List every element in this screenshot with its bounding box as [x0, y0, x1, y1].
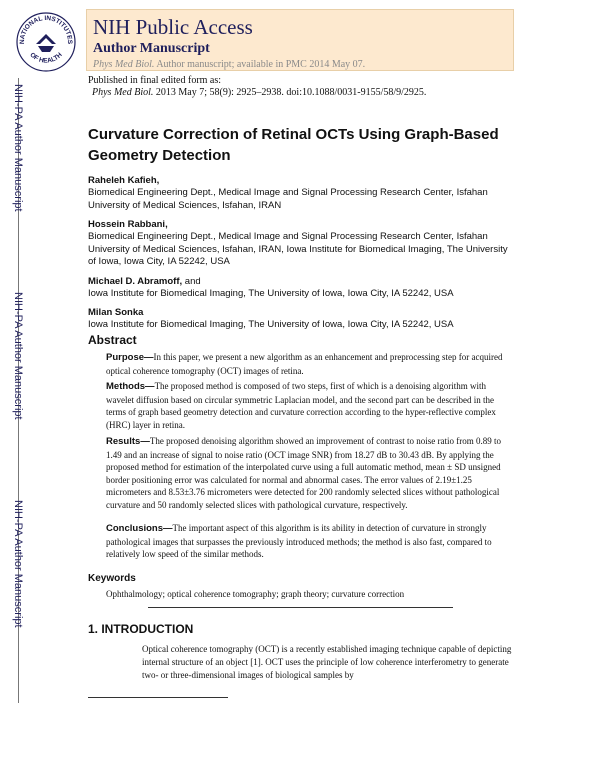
abstract-conclusions [106, 522, 506, 561]
purpose-label: Purpose— [106, 352, 154, 363]
banner-citation-rest: Author manuscript; available in PMC 2014 May 07. [154, 59, 366, 70]
footnote-rule [88, 697, 228, 698]
publication-citation [88, 87, 426, 99]
purpose-text: In this paper, we present a new algorithm as an enhancement and preprocessing step for acquired optical coherence tomography (OCT) images of retina. [106, 352, 503, 376]
author-name: Milan Sonka [88, 307, 144, 318]
banner-title: NIH Public Access [93, 15, 253, 39]
author-entry [88, 174, 518, 212]
keywords-text: Ophthalmology; optical coherence tomography; graph theory; curvature correction [106, 589, 405, 599]
author-name-suffix: and [182, 275, 201, 287]
section-heading: 1. INTRODUCTION [88, 622, 194, 636]
banner-citation-journal: Phys Med Biol. [93, 59, 155, 70]
banner-citation [93, 59, 365, 70]
conclusions-text: The important aspect of this algorithm is its ability in detection of curvature in strongly pathological images that surpasses the previously introduced methods; the method is also fast, compared to relatively low speed of the similar methods. [106, 523, 492, 560]
author-affiliation: Biomedical Engineering Dept., Medical Image and Signal Processing Research Center, Isfahan University of Medical Sciences, Isfahan, IRAN [88, 187, 488, 211]
author-affiliation: Biomedical Engineering Dept., Medical Image and Signal Processing Research Center, Isfahan University of Medical Sciences, Isfahan, IRAN, Iowa Institute for Biomedical Imaging, The University of Iowa, Iowa City, IA 52242, USA [88, 231, 508, 267]
side-label-1: NIH-PA Author Manuscript [12, 84, 24, 212]
banner-subtitle: Author Manuscript [93, 41, 210, 56]
keywords-heading: Keywords [88, 573, 136, 584]
author-affiliation: Iowa Institute for Biomedical Imaging, The University of Iowa, Iowa City, IA 52242, USA [88, 287, 454, 299]
abstract-heading: Abstract [88, 333, 137, 347]
results-text: The proposed denoising algorithm showed an improvement of contrast to noise ratio from 0.89 to 1.49 and an increase of signal to noise ratio (OCT image SNR) from 18.27 dB to 30.43 dB. By applying the proposed method for estimation of the interpolated curve using a full automatic method, mean ± SD unsigned border positioning error was calculated for normal and abnormal cases. The error values of 2.19±1.25 micrometers and 8.53±3.76 micrometers were detected for 200 randomly selected slices without pathological curvature and 50 randomly selected slices with pathological curvature, respectively. [106, 436, 502, 510]
methods-label: Methods— [106, 381, 155, 392]
author-entry [88, 306, 518, 332]
author-name-line [88, 275, 518, 288]
logo-top-text: NATIONAL INSTITUTES [18, 14, 74, 45]
publication-journal: Phys Med Biol. [92, 87, 154, 98]
publication-details: 2013 May 7; 58(9): 2925–2938. doi:10.1088/0031-9155/58/9/2925. [153, 87, 427, 98]
author-affiliation: Iowa Institute for Biomedical Imaging, The University of Iowa, Iowa City, IA 52242, USA [88, 319, 454, 330]
section-divider [148, 607, 453, 608]
author-name: Hossein Rabbani, [88, 219, 168, 230]
nih-seal-logo [14, 8, 78, 72]
author-entry [88, 218, 518, 269]
publication-line: Published in final edited form as: [88, 75, 222, 86]
results-label: Results— [106, 436, 150, 447]
author-entry [88, 275, 518, 301]
publication-note [88, 75, 426, 99]
abstract-purpose [106, 351, 506, 377]
conclusions-label: Conclusions— [106, 523, 173, 534]
article-title: Curvature Correction of Retinal OCTs Using Graph-Based Geometry Detection [88, 126, 499, 164]
abstract-methods [106, 380, 506, 431]
author-list [88, 174, 518, 338]
author-name: Michael D. Abramoff, [88, 275, 183, 287]
abstract-results [106, 435, 506, 512]
side-label-2: NIH-PA Author Manuscript [12, 292, 24, 420]
nih-public-access-banner [86, 9, 514, 71]
logo-bottom-text: OF HEALTH [28, 51, 64, 65]
side-label-3: NIH-PA Author Manuscript [12, 500, 24, 628]
author-name: Raheleh Kafieh, [88, 175, 160, 186]
section-paragraph: Optical coherence tomography (OCT) is a recently established imaging technique capable of depicting internal structure of an object [1]. OCT uses the principle of low coherence interferometry to generate two- or three-dimensional images of biological samples by [142, 644, 512, 680]
methods-text: The proposed method is composed of two steps, first of which is a denoising algorithm with wavelet diffusion based on circular symmetric Laplacian model, and the second part can be described in the terms of graph based geometry detection and curvature correction according to the hyper-reflective complex (HRC) layer in retina. [106, 381, 496, 430]
